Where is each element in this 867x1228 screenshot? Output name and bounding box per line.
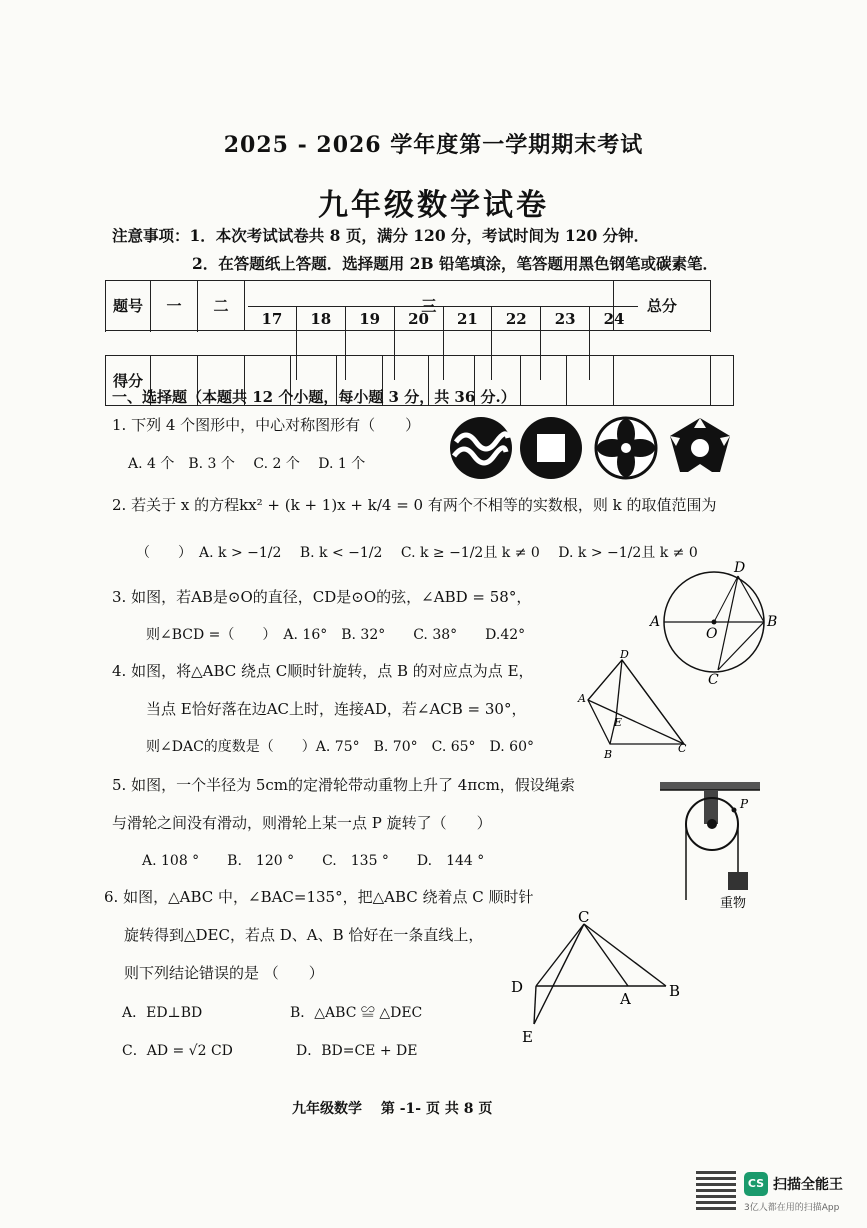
q6-line-CE: [534, 924, 584, 1024]
q6-option-C: C．AD = √2 CD: [122, 1043, 233, 1059]
header-part-1: 一: [151, 281, 198, 331]
q5-options: A. 108 ° B. 120 ° C. 135 ° D. 144 °: [142, 853, 485, 869]
notes-line-2: 2．在答题纸上答题．选择题用 2B 铅笔填涂，笔答题用黑色钢笔或碳素笔．: [192, 254, 718, 273]
q6-option-A: A．ED⊥BD: [122, 1005, 203, 1021]
score-row-cells: [248, 330, 638, 380]
exam-title: 2025 - 2026 学年度第一学期期末考试: [223, 132, 644, 158]
q2-options: （ ） A. k > −1/2 B. k < −1/2 C. k ≥ −1/2且 k ≠ 0 D. k > −1/2且 k ≠ 0: [136, 545, 698, 561]
q4-label-D: D: [620, 648, 629, 661]
q3-stem: 3. 如图，若AB是⊙O的直径，CD是⊙O的弦，∠ABD = 58°，: [112, 588, 532, 606]
figure-3-petals: [596, 418, 656, 478]
figure-2-square-in-circle: [520, 417, 582, 479]
sub-number-row: [248, 306, 638, 331]
q3-center-dot: [712, 620, 717, 625]
q6-label-D: D: [511, 978, 524, 996]
sub-number-18: 18: [297, 307, 346, 331]
q4-quadrilateral: [588, 660, 684, 744]
score-row-label: 得分: [106, 356, 151, 406]
q4-options: 则∠DAC的度数是（ ）A. 75° B. 70° C. 65° D. 60°: [146, 739, 534, 755]
camscanner-brand-name: 扫描全能王: [773, 1177, 843, 1193]
sub-number-19: 19: [346, 307, 395, 331]
q6-line-3: 则下列结论错误的是 （ ）: [124, 964, 324, 982]
q3-label-O: O: [706, 626, 718, 642]
q6-label-B: B: [669, 982, 681, 1000]
q3-label-C: C: [708, 672, 719, 688]
page-footer: 九年级数学 第 -1- 页 共 8 页: [292, 1101, 493, 1117]
qr-code-icon: [696, 1170, 736, 1210]
exam-subtitle: 九年级数学试卷: [318, 188, 549, 223]
sub-number-21: 21: [444, 307, 493, 331]
q6-option-D: D．BD=CE + DE: [296, 1043, 418, 1059]
q3-segment-BD: [738, 576, 764, 622]
q6-line-CA: [584, 924, 628, 986]
q3-label-B: B: [767, 614, 778, 630]
score-cell: [710, 356, 733, 406]
q4-label-C: C: [678, 742, 687, 755]
q5-ceiling: [660, 782, 760, 790]
q1-stem: 1. 下列 4 个图形中，中心对称图形有（ ）: [112, 416, 421, 434]
q5-bracket: [704, 790, 718, 824]
sub-number-17: 17: [248, 307, 297, 331]
q2-stem: 2. 若关于 x 的方程kx² + (k + 1)x + k/4 = 0 有两个不相等的实数根，则 k 的取值范围为: [112, 496, 717, 514]
q6-label-C: C: [578, 908, 590, 926]
q3-chord-CD: [718, 576, 738, 670]
q4-label-E: E: [614, 716, 623, 729]
figure-1-waves: [450, 417, 512, 479]
q6-line-1: 6. 如图，△ABC 中，∠BAC=135°，把△ABC 绕着点 C 顺时针: [104, 888, 534, 906]
q5-figure: [660, 780, 770, 910]
q4-line-2: 当点 E恰好落在边AC上时，连接AD，若∠ACB = 30°，: [146, 700, 527, 718]
q6-line-DE: [534, 986, 536, 1024]
q3-segment-OD: [714, 576, 738, 622]
q6-label-A: A: [620, 990, 631, 1008]
header-question-number: 题号: [106, 281, 151, 331]
q5-line-2: 与滑轮之间没有滑动，则滑轮上某一点 P 旋转了（ ）: [112, 814, 492, 832]
header-total: 总分: [613, 281, 710, 331]
q6-label-E: E: [522, 1028, 533, 1046]
sub-number-24: 24: [603, 310, 625, 328]
q5-weight: [728, 872, 748, 890]
q1-figures: [448, 414, 738, 484]
camscanner-tagline: 3亿人都在用的扫描App: [744, 1203, 840, 1213]
q5-label-P: P: [740, 797, 749, 811]
q6-line-CD: [536, 924, 584, 986]
q3-label-D: D: [734, 560, 746, 576]
q5-point-P: [732, 808, 737, 813]
notes-line-1: 注意事项：1．本次考试试卷共 8 页，满分 120 分，考试时间为 120 分钟．: [112, 226, 650, 245]
q4-line-1: 4. 如图，将△ABC 绕点 C顺时针旋转，点 B 的对应点为点 E，: [112, 662, 534, 680]
sub-number-23: 23: [541, 307, 590, 331]
q6-option-B: B．△ABC ≌ △DEC: [290, 1005, 423, 1021]
q5-line-1: 5. 如图，一个半径为 5cm的定滑轮带动重物上升了 4πcm，假设绳索: [112, 776, 575, 794]
sub-number-22: 22: [492, 307, 541, 331]
q1-options: A. 4 个 B. 3 个 C. 2 个 D. 1 个: [128, 456, 366, 472]
sub-number-20: 20: [395, 307, 444, 331]
figure-4-pentagon-flower: [670, 418, 730, 472]
q6-figure: [506, 908, 696, 1050]
header-part-2: 二: [198, 281, 245, 331]
q4-label-A: A: [578, 692, 586, 705]
q6-line-2: 旋转得到△DEC，若点 D、A、B 恰好在一条直线上，: [124, 926, 484, 944]
q4-figure: [574, 646, 694, 762]
q3-label-A: A: [650, 614, 661, 630]
q4-label-B: B: [604, 748, 613, 761]
q5-label-weight: 重物: [720, 896, 747, 911]
camscanner-logo-icon: CS: [744, 1172, 768, 1196]
header-part-3: 三: [245, 281, 614, 331]
q6-line-CB: [584, 924, 666, 986]
section-1-heading: 一、选择题（本题共 12 个小题，每小题 3 分，共 36 分.）: [112, 388, 516, 406]
q3-options: 则∠BCD =（ ） A. 16° B. 32° C. 38° D.42°: [146, 627, 526, 643]
